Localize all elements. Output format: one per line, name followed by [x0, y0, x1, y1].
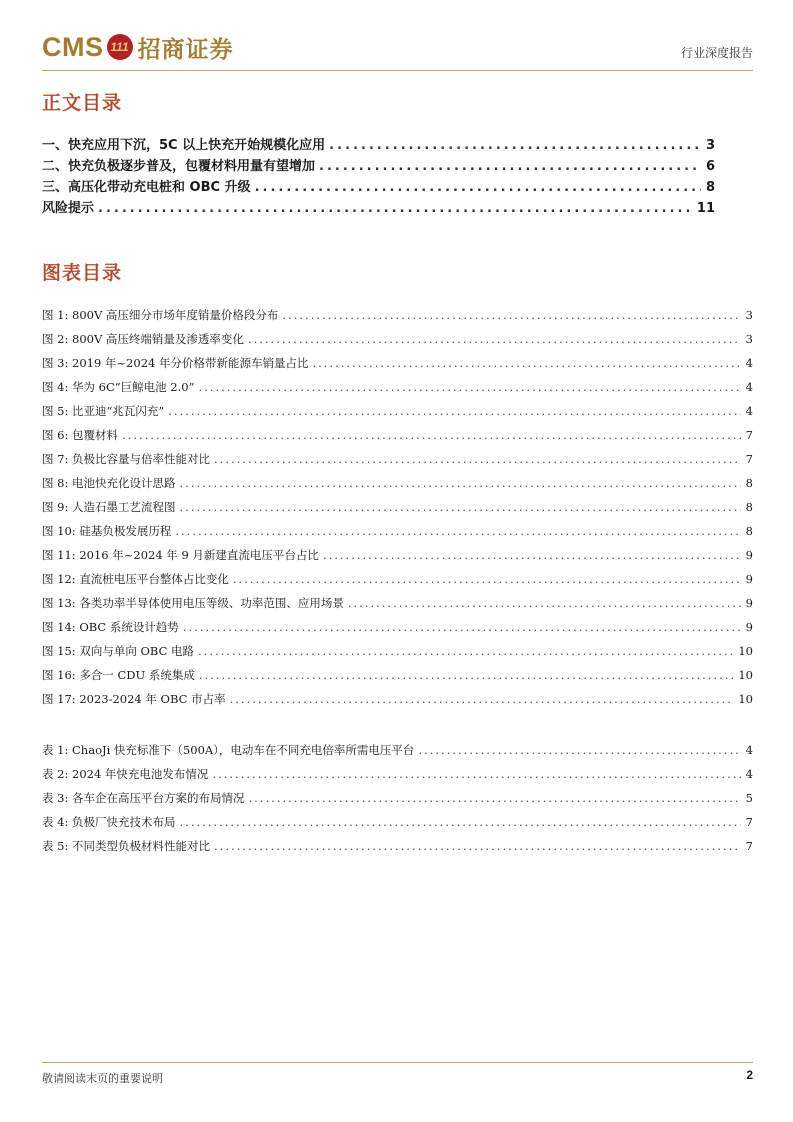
figure-entry[interactable]	[42, 547, 753, 571]
toc-leader-dots	[214, 452, 741, 466]
figure-entry-label: 图 5: 比亚迪“兆瓦闪充”	[42, 404, 165, 418]
figure-entry-page: 9	[745, 572, 753, 586]
figure-entry-label: 图 8: 电池快充化设计思路	[42, 476, 176, 490]
figure-entry-label: 图 13: 各类功率半导体使用电压等级、功率范围、应用场景	[42, 596, 344, 610]
toc-entry-label: 三、高压化带动充电桩和 OBC 升级	[42, 180, 251, 195]
figure-entry-page: 9	[745, 596, 753, 610]
figure-entry-label: 图 12: 直流桩电压平台整体占比变化	[42, 572, 229, 586]
figure-entry[interactable]	[42, 307, 753, 331]
toc-leader-dots	[168, 404, 741, 418]
figure-entry-label: 图 6: 包覆材料	[42, 428, 119, 442]
toc-leader-dots	[248, 332, 741, 346]
toc-entry-label: 二、快充负极逐步普及，包覆材料用量有望增加	[42, 159, 316, 174]
table-entry[interactable]	[42, 814, 753, 838]
figure-entry-page: 3	[745, 332, 753, 346]
table-entry-label: 表 4: 负极厂快充技术布局	[42, 815, 176, 829]
figure-entry[interactable]	[42, 619, 753, 643]
figure-entry[interactable]	[42, 331, 753, 355]
figure-entry-page: 3	[745, 308, 753, 322]
toc-leader-dots	[230, 692, 735, 706]
figure-entry[interactable]	[42, 355, 753, 379]
figure-entry[interactable]	[42, 451, 753, 475]
toc-entry-label: 一、快充应用下沉，5C 以上快充开始规模化应用	[42, 138, 326, 153]
cms-logo	[42, 30, 234, 64]
figure-entry-label: 图 1: 800V 高压细分市场年度销量价格段分布	[42, 308, 279, 322]
logo-emblem-icon: 111	[107, 34, 133, 60]
table-entry[interactable]	[42, 766, 753, 790]
figure-entry-page: 4	[745, 356, 753, 370]
figure-entry[interactable]	[42, 643, 753, 667]
table-entry[interactable]	[42, 790, 753, 814]
figure-entry-page: 7	[745, 452, 753, 466]
figure-entry-page: 10	[738, 692, 753, 706]
figure-entry[interactable]	[42, 403, 753, 427]
logo-chinese-name: 招商证券	[137, 36, 234, 63]
toc-entry[interactable]	[42, 134, 715, 155]
table-entry-page: 5	[745, 791, 753, 805]
report-type-label: 行业深度报告	[680, 46, 753, 60]
figure-entry-page: 8	[745, 524, 753, 538]
table-list	[42, 742, 753, 862]
main-toc-list	[42, 134, 715, 218]
table-entry[interactable]	[42, 838, 753, 862]
toc-entry[interactable]	[42, 155, 715, 176]
toc-leader-dots	[199, 668, 735, 682]
toc-entry-page: 3	[705, 138, 715, 153]
figure-entry-label: 图 2: 800V 高压终端销量及渗透率变化	[42, 332, 244, 346]
figure-list	[42, 307, 753, 715]
figure-entry[interactable]	[42, 475, 753, 499]
figure-entry[interactable]	[42, 379, 753, 403]
figure-entry-page: 9	[745, 620, 753, 634]
figure-entry-label: 图 10: 硅基负极发展历程	[42, 524, 172, 538]
page-number: 2	[746, 1068, 753, 1082]
table-entry-page: 7	[745, 815, 753, 829]
figure-entry[interactable]	[42, 691, 753, 715]
toc-leader-dots	[282, 308, 741, 322]
figure-entry-label: 图 7: 负极比容量与倍率性能对比	[42, 452, 211, 466]
figure-entry-label: 图 16: 多合一 CDU 系统集成	[42, 668, 195, 682]
table-entry-page: 4	[745, 743, 753, 757]
main-toc-title: 正文目录	[42, 92, 123, 114]
figure-entry-label: 图 15: 双向与单向 OBC 电路	[42, 644, 195, 658]
toc-entry-page: 8	[705, 180, 715, 195]
toc-leader-dots	[323, 548, 741, 562]
figure-entry[interactable]	[42, 571, 753, 595]
toc-leader-dots	[214, 839, 741, 853]
figure-entry-label: 图 11: 2016 年~2024 年 9 月新建直流电压平台占比	[42, 548, 319, 562]
toc-entry-page: 11	[696, 201, 715, 216]
figure-entry-label: 图 3: 2019 年~2024 年分价格带新能源车销量占比	[42, 356, 309, 370]
table-entry-label: 表 5: 不同类型负极材料性能对比	[42, 839, 211, 853]
figure-entry[interactable]	[42, 499, 753, 523]
toc-leader-dots	[348, 596, 741, 610]
toc-leader-dots	[249, 791, 741, 805]
table-entry-page: 7	[745, 839, 753, 853]
table-entry[interactable]	[42, 742, 753, 766]
table-entry-label: 表 2: 2024 年快充电池发布情况	[42, 767, 209, 781]
footer-divider	[42, 1062, 753, 1063]
toc-leader-dots	[312, 356, 741, 370]
figure-entry[interactable]	[42, 427, 753, 451]
figure-entry-page: 10	[738, 668, 753, 682]
toc-leader-dots	[98, 201, 693, 216]
table-entry-label: 表 1: ChaoJi 快充标准下（500A），电动车在不同充电倍率所需电压平台	[42, 743, 415, 757]
figure-entry-page: 8	[745, 500, 753, 514]
toc-leader-dots	[180, 476, 741, 490]
toc-entry-label: 风险提示	[42, 201, 95, 216]
toc-leader-dots	[418, 743, 741, 757]
toc-leader-dots	[183, 620, 741, 634]
toc-leader-dots	[255, 180, 701, 195]
figure-entry-page: 8	[745, 476, 753, 490]
disclaimer-note: 敬请阅读末页的重要说明	[42, 1072, 163, 1085]
header-divider	[42, 70, 753, 71]
figure-entry-label: 图 14: OBC 系统设计趋势	[42, 620, 179, 634]
logo-cms-text: CMS	[42, 31, 104, 62]
figure-entry-page: 7	[745, 428, 753, 442]
figure-entry[interactable]	[42, 523, 753, 547]
page-header	[42, 30, 753, 68]
figure-entry[interactable]	[42, 667, 753, 691]
figure-toc-title: 图表目录	[42, 262, 123, 284]
toc-entry-page: 6	[705, 159, 715, 174]
toc-leader-dots	[180, 815, 741, 829]
figure-entry[interactable]	[42, 595, 753, 619]
figure-entry-label: 图 17: 2023-2024 年 OBC 市占率	[42, 692, 226, 706]
toc-leader-dots	[329, 138, 701, 153]
toc-leader-dots	[175, 524, 741, 538]
figure-entry-label: 图 9: 人造石墨工艺流程图	[42, 500, 176, 514]
figure-entry-page: 9	[745, 548, 753, 562]
toc-entry[interactable]	[42, 176, 715, 197]
toc-entry[interactable]	[42, 197, 715, 218]
table-entry-page: 4	[745, 767, 753, 781]
toc-leader-dots	[122, 428, 741, 442]
toc-leader-dots	[180, 500, 741, 514]
toc-leader-dots	[198, 644, 734, 658]
toc-leader-dots	[212, 767, 741, 781]
toc-leader-dots	[233, 572, 741, 586]
toc-leader-dots	[198, 380, 741, 394]
table-entry-label: 表 3: 各车企在高压平台方案的布局情况	[42, 791, 245, 805]
figure-entry-page: 10	[738, 644, 753, 658]
figure-entry-page: 4	[745, 404, 753, 418]
figure-entry-page: 4	[745, 380, 753, 394]
figure-entry-label: 图 4: 华为 6C“巨鲸电池 2.0”	[42, 380, 195, 394]
toc-leader-dots	[319, 159, 701, 174]
